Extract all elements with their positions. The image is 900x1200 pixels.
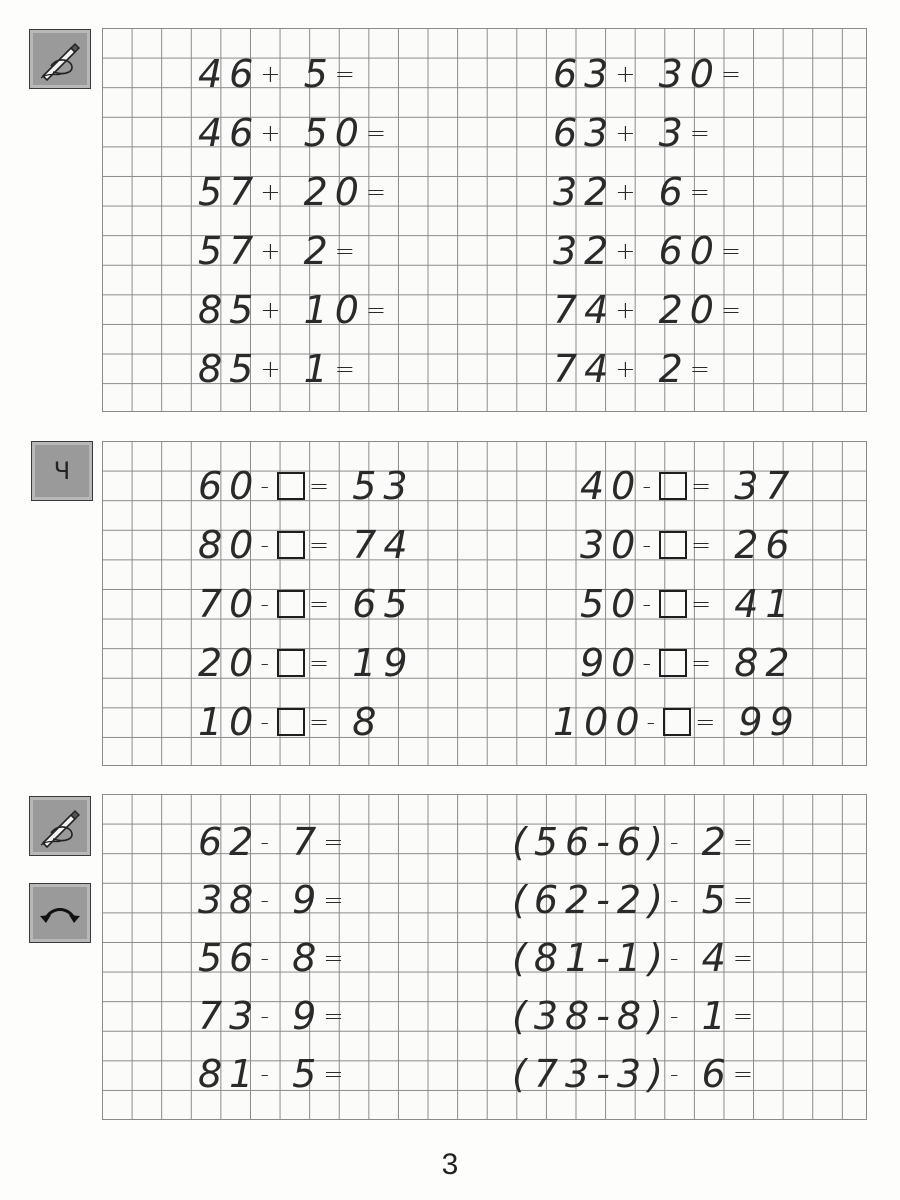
exercise-s3-left-2: 38- 9= bbox=[198, 878, 348, 922]
answer-box[interactable] bbox=[277, 649, 305, 677]
answer-box[interactable] bbox=[659, 531, 687, 559]
exercise-s2-left-1: 60- = 53 bbox=[198, 464, 415, 508]
exercise-s1-right-4: 32+ 60= bbox=[553, 229, 746, 273]
answer-box[interactable] bbox=[659, 590, 687, 618]
exercise-s1-right-5: 74+ 20= bbox=[553, 288, 746, 332]
exercise-s1-left-2: 46+ 50= bbox=[198, 111, 391, 155]
exercise-s3-right-2: (62-2)- 5= bbox=[512, 878, 757, 922]
answer-box[interactable] bbox=[277, 590, 305, 618]
exercise-s3-right-5: (73-3)- 6= bbox=[512, 1052, 757, 1096]
answer-box[interactable] bbox=[659, 649, 687, 677]
exercise-s1-left-1: 46+ 5= bbox=[198, 52, 359, 96]
exercise-s2-left-3: 70- = 65 bbox=[198, 582, 415, 626]
answer-box[interactable] bbox=[277, 708, 305, 736]
exercise-s3-left-4: 73- 9= bbox=[198, 994, 348, 1038]
exercise-s3-right-1: (56-6)- 2= bbox=[512, 820, 757, 864]
exercise-s3-left-1: 62- 7= bbox=[198, 820, 348, 864]
exercise-s3-left-3: 56- 8= bbox=[198, 936, 348, 980]
exercise-s2-left-5: 10- = 8 bbox=[198, 700, 384, 744]
exercise-s1-right-6: 74+ 2= bbox=[553, 347, 714, 391]
exercise-s2-right-5: 100- = 99 bbox=[553, 700, 801, 744]
exercise-s3-right-4: (38-8)- 1= bbox=[512, 994, 757, 1038]
exercise-s2-left-4: 20- = 19 bbox=[198, 641, 415, 685]
exercise-s1-left-5: 85+ 10= bbox=[198, 288, 391, 332]
answer-box[interactable] bbox=[663, 708, 691, 736]
page-number: 3 bbox=[441, 1148, 459, 1181]
exercise-s2-left-2: 80- = 74 bbox=[198, 523, 415, 567]
exercise-s2-right-3: 50- = 41 bbox=[580, 582, 797, 626]
letter-badge bbox=[31, 441, 93, 501]
exercise-s1-left-6: 85+ 1= bbox=[198, 347, 359, 391]
pencil-hand-icon bbox=[29, 796, 91, 856]
exercise-s2-right-2: 30- = 26 bbox=[580, 523, 797, 567]
answer-box[interactable] bbox=[277, 531, 305, 559]
exercise-s1-right-1: 63+ 30= bbox=[553, 52, 746, 96]
exercise-s1-left-3: 57+ 20= bbox=[198, 170, 391, 214]
exercise-s1-right-3: 32+ 6= bbox=[553, 170, 714, 214]
exercise-s3-right-3: (81-1)- 4= bbox=[512, 936, 757, 980]
answer-box[interactable] bbox=[659, 472, 687, 500]
exercise-s1-right-2: 63+ 3= bbox=[553, 111, 714, 155]
exercise-s2-right-4: 90- = 82 bbox=[580, 641, 797, 685]
curved-arrows-icon bbox=[29, 883, 91, 943]
exercise-s2-right-1: 40- = 37 bbox=[580, 464, 797, 508]
exercise-s1-left-4: 57+ 2= bbox=[198, 229, 359, 273]
answer-box[interactable] bbox=[277, 472, 305, 500]
letter-badge-text: Ч bbox=[53, 457, 71, 485]
exercise-s3-left-5: 81- 5= bbox=[198, 1052, 348, 1096]
pencil-hand-icon bbox=[29, 29, 91, 89]
